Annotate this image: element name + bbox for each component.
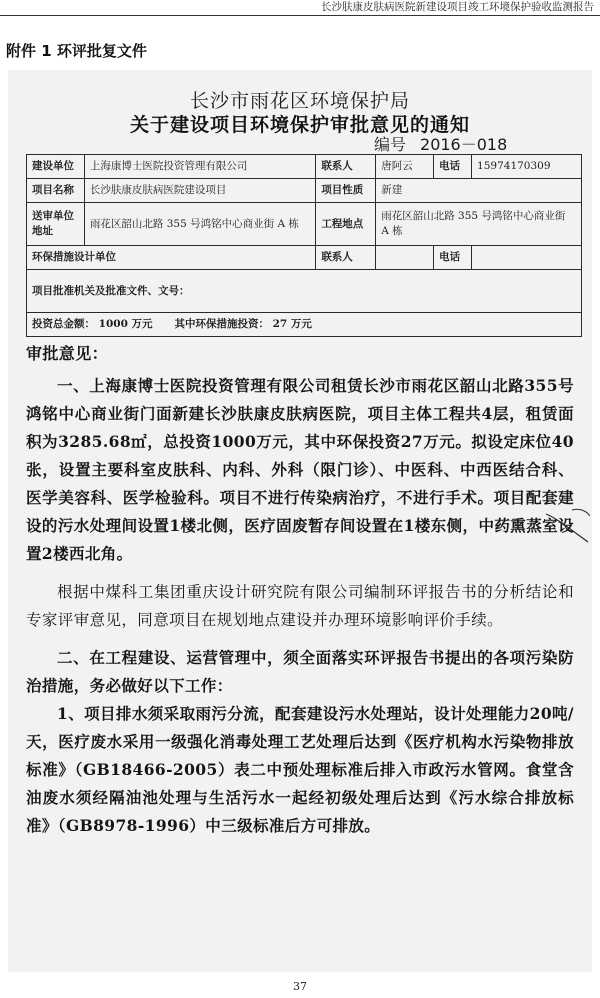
table-row: [27, 246, 582, 270]
opinion-paragraph-3: 二、在工程建设、运营管理中，须全面落实环评报告书提出的各项污染防治措施，务必做好以下工作：: [26, 648, 574, 695]
project-name-value: 长沙肤康皮肤病医院建设项目: [84, 179, 315, 203]
opinion-paragraph-2: 根据中煤科工集团重庆设计研究院有限公司编制环评报告书的分析结论和专家评审意见，同意项目在规划地点建设并办理环境影响评价手续。: [26, 583, 574, 629]
issuer-name: 长沙市雨花区环境保护局: [189, 90, 410, 112]
design-contact-label: 联系人: [316, 246, 376, 270]
table-row: [27, 155, 582, 179]
investment-summary: 投资总金额： 1000 万元 其中环保措施投资： 27 万元: [27, 313, 582, 337]
opinion-paragraph-1: 一、上海康博士医院投资管理有限公司租赁长沙市雨花区韶山北路355号鸿铭中心商业街门面新建长沙肤康皮肤病医院，项目主体工程共4层，租赁面积为3285.68㎡，总投资1000万元，其中环保投资27万元。拟设定床位40张，设置主要科室皮肤科、内科、外科（限门诊）、中医科、中西医结合科、医学美容科、医学检验科。项目不进行传染病治疗，不进行手术。项目配套建设的污水处理间设置1楼北侧，医疗固废暂存间设置在1楼东侧，中药熏蒸室设置2楼西北角。: [26, 376, 574, 563]
project-nature-label: 项目性质: [316, 179, 376, 203]
table-row: [27, 313, 582, 337]
table-row: [27, 179, 582, 203]
phone-label: 电话: [434, 155, 472, 179]
design-phone-value: [472, 246, 582, 270]
unit-label: 建设单位: [27, 155, 85, 179]
table-row: [27, 203, 582, 246]
submitter-address-label: 送审单位地址: [27, 203, 85, 246]
opinion-paragraph-4: 1、项目排水须采取雨污分流，配套建设污水处理站，设计处理能力20吨/天，医疗废水采用一级强化消毒处理工艺处理后达到《医疗机构水污染物排放标准》（GB18466-2005）表二中预处理标准后排入市政污水管网。食堂含油废水须经隔油池处理与生活污水一起经初级处理后达到《污水综合排放标准》（GB8978-1996）中三级标准后方可排放。: [26, 704, 574, 835]
contact-value: 唐阿云: [376, 155, 434, 179]
design-unit-label: 环保措施设计单位: [27, 246, 316, 270]
approval-authority-label: 项目批准机关及批准文件、文号：: [27, 270, 582, 313]
project-nature-value: 新建: [376, 179, 582, 203]
table-row: [27, 270, 582, 313]
design-phone-label: 电话: [434, 246, 472, 270]
site-value: 雨花区韶山北路 355 号鸿铭中心商业街 A 栋: [376, 203, 582, 246]
approval-form-table: [26, 154, 582, 337]
opinion-heading: 审批意见：: [26, 344, 109, 363]
submitter-address-value: 雨花区韶山北路 355 号鸿铭中心商业街 A 栋: [84, 203, 315, 246]
running-header: 长沙肤康皮肤病医院新建设项目竣工环境保护验收监测报告: [0, 0, 600, 16]
scanned-approval-document: [8, 70, 592, 972]
ref-label: 编号: [374, 135, 407, 154]
handwritten-check-mark-icon: [542, 506, 592, 546]
attachment-title: 附件 1 环评批复文件: [6, 42, 147, 60]
site-label: 工程地点: [316, 203, 376, 246]
unit-value: 上海康博士医院投资管理有限公司: [84, 155, 315, 179]
phone-value: 15974170309: [472, 155, 582, 179]
ref-value: 2016－018: [420, 135, 508, 154]
approval-opinion: [26, 340, 574, 840]
page-number: 37: [293, 980, 307, 993]
project-name-label: 项目名称: [27, 179, 85, 203]
contact-label: 联系人: [316, 155, 376, 179]
notice-title: 关于建设项目环境保护审批意见的通知: [129, 114, 470, 136]
reference-number: [374, 132, 507, 155]
design-contact-value: [376, 246, 434, 270]
